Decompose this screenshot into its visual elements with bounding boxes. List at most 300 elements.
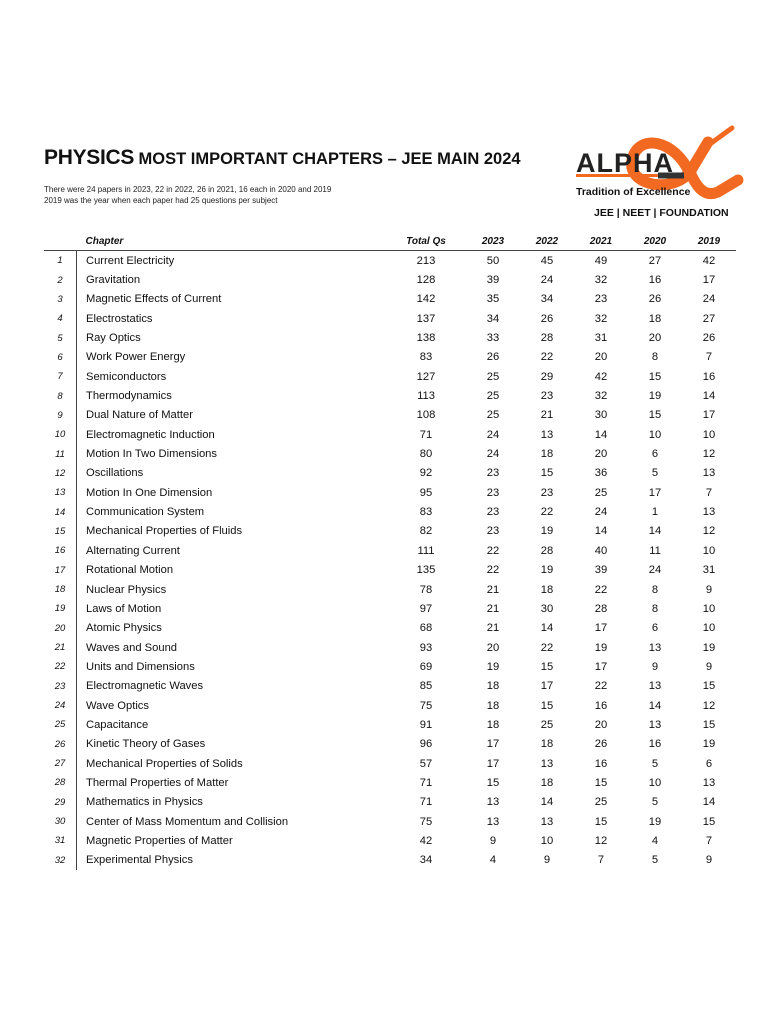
row-index: 26 xyxy=(54,738,66,750)
count-2021: 20 xyxy=(594,448,608,461)
chapter-name: Capacitance xyxy=(77,715,387,734)
table-row xyxy=(44,444,736,463)
row-index: 30 xyxy=(54,816,66,828)
row-index: 27 xyxy=(54,758,66,770)
count-2022: 21 xyxy=(540,409,554,422)
count-2022: 14 xyxy=(540,622,554,635)
total-questions: 82 xyxy=(419,525,433,538)
count-2021: 32 xyxy=(594,390,608,403)
chapter-name: Laws of Motion xyxy=(77,599,387,618)
chapters-table xyxy=(44,232,736,870)
count-2022: 26 xyxy=(540,312,554,325)
total-questions: 111 xyxy=(417,544,435,557)
count-2021: 32 xyxy=(594,312,608,325)
count-2019: 27 xyxy=(702,312,716,325)
total-questions: 213 xyxy=(416,254,436,267)
count-2020: 5 xyxy=(651,796,659,809)
table-row xyxy=(44,831,736,850)
count-2023: 21 xyxy=(486,602,500,615)
count-2023: 25 xyxy=(486,370,500,383)
row-index: 15 xyxy=(54,525,66,537)
count-2020: 20 xyxy=(648,332,662,345)
table-row xyxy=(44,502,736,521)
count-2020: 19 xyxy=(648,390,662,403)
total-questions: 42 xyxy=(419,834,433,847)
count-2019: 12 xyxy=(702,448,716,461)
row-index: 19 xyxy=(54,603,66,615)
count-2019: 14 xyxy=(702,796,716,809)
count-2019: 15 xyxy=(702,718,716,731)
total-questions: 128 xyxy=(416,274,436,287)
total-questions: 71 xyxy=(419,428,433,441)
page-title-main: PHYSICS xyxy=(44,146,135,169)
total-questions: 57 xyxy=(419,757,433,770)
table-row xyxy=(44,541,736,560)
count-2022: 9 xyxy=(543,854,551,867)
table-row xyxy=(44,561,736,580)
row-index: 31 xyxy=(54,835,66,847)
count-2019: 24 xyxy=(702,293,716,306)
count-2023: 25 xyxy=(486,409,500,422)
chapter-name: Oscillations xyxy=(77,464,387,483)
count-2023: 25 xyxy=(486,390,500,403)
chapter-name: Units and Dimensions xyxy=(77,657,387,676)
alpha-logo xyxy=(572,122,752,220)
count-2023: 23 xyxy=(486,525,500,538)
chapter-name: Semiconductors xyxy=(77,367,387,386)
table-row xyxy=(44,290,736,309)
count-2023: 24 xyxy=(486,428,500,441)
row-index: 29 xyxy=(54,796,66,808)
count-2021: 23 xyxy=(594,293,608,306)
count-2020: 10 xyxy=(648,428,662,441)
row-index: 28 xyxy=(54,777,66,789)
row-index: 4 xyxy=(57,313,63,325)
chapter-name: Mechanical Properties of Solids xyxy=(77,754,387,773)
count-2023: 50 xyxy=(486,254,500,267)
count-2020: 24 xyxy=(648,564,662,577)
count-2019: 13 xyxy=(702,776,716,789)
count-2019: 13 xyxy=(702,506,716,519)
count-2020: 9 xyxy=(651,660,659,673)
count-2019: 17 xyxy=(702,409,716,422)
chapter-name: Alternating Current xyxy=(77,541,387,560)
count-2020: 14 xyxy=(648,525,662,538)
count-2021: 49 xyxy=(594,254,608,267)
count-2020: 16 xyxy=(648,738,662,751)
count-2022: 24 xyxy=(540,274,554,287)
count-2023: 13 xyxy=(486,815,500,828)
count-2019: 15 xyxy=(702,815,716,828)
count-2023: 4 xyxy=(489,854,497,867)
table-row xyxy=(44,812,736,831)
chapter-name: Electromagnetic Waves xyxy=(77,677,387,696)
count-2023: 18 xyxy=(486,699,500,712)
row-index: 17 xyxy=(54,564,66,576)
header-note-line1: There were 24 papers in 2023, 22 in 2022, 26 in 2021, 16 each in 2020 and 2019 xyxy=(44,185,332,194)
table-row xyxy=(44,309,736,328)
count-2022: 22 xyxy=(540,641,554,654)
table-row xyxy=(44,270,736,289)
count-2020: 13 xyxy=(648,718,662,731)
row-index: 21 xyxy=(54,642,66,654)
count-2019: 12 xyxy=(702,525,716,538)
header-2020: 2020 xyxy=(628,232,682,251)
chapter-name: Atomic Physics xyxy=(77,619,387,638)
total-questions: 78 xyxy=(419,583,433,596)
count-2019: 10 xyxy=(702,602,716,615)
row-index: 8 xyxy=(57,390,63,402)
count-2023: 20 xyxy=(486,641,500,654)
total-questions: 113 xyxy=(417,390,435,403)
count-2019: 7 xyxy=(705,834,713,847)
total-questions: 108 xyxy=(416,409,436,422)
table-row xyxy=(44,677,736,696)
count-2019: 7 xyxy=(705,486,713,499)
table-row xyxy=(44,657,736,676)
count-2023: 26 xyxy=(486,351,500,364)
table-row xyxy=(44,348,736,367)
row-index: 24 xyxy=(54,700,66,712)
count-2020: 19 xyxy=(648,815,662,828)
count-2020: 14 xyxy=(648,699,662,712)
count-2022: 23 xyxy=(540,390,554,403)
count-2021: 16 xyxy=(594,757,608,770)
count-2021: 40 xyxy=(594,544,608,557)
table-row xyxy=(44,735,736,754)
logo-slogan: Tradition of Excellence xyxy=(576,186,691,198)
logo-wordmark: ALPHA xyxy=(576,148,674,178)
count-2021: 20 xyxy=(594,351,608,364)
table-row xyxy=(44,754,736,773)
count-2022: 23 xyxy=(540,486,554,499)
count-2023: 34 xyxy=(486,312,500,325)
row-index: 9 xyxy=(57,409,63,421)
count-2021: 20 xyxy=(594,718,608,731)
count-2019: 6 xyxy=(705,757,713,770)
count-2022: 28 xyxy=(540,544,554,557)
count-2022: 30 xyxy=(540,602,554,615)
chapter-name: Thermodynamics xyxy=(77,386,387,405)
count-2023: 23 xyxy=(486,486,500,499)
total-questions: 127 xyxy=(416,370,436,383)
chapter-name: Kinetic Theory of Gases xyxy=(77,735,387,754)
count-2020: 10 xyxy=(648,776,662,789)
count-2020: 13 xyxy=(648,680,662,693)
total-questions: 137 xyxy=(416,312,436,325)
count-2021: 22 xyxy=(594,583,608,596)
count-2022: 14 xyxy=(540,796,554,809)
header-total: Total Qs xyxy=(386,232,466,251)
count-2022: 13 xyxy=(540,757,554,770)
count-2023: 13 xyxy=(486,796,500,809)
count-2019: 31 xyxy=(702,564,716,577)
count-2021: 15 xyxy=(594,776,608,789)
count-2023: 22 xyxy=(486,564,500,577)
count-2019: 19 xyxy=(702,738,716,751)
total-questions: 85 xyxy=(419,680,433,693)
count-2019: 17 xyxy=(702,274,716,287)
header-2023: 2023 xyxy=(466,232,520,251)
table-row xyxy=(44,638,736,657)
total-questions: 96 xyxy=(419,738,433,751)
row-index: 3 xyxy=(57,293,63,305)
count-2023: 17 xyxy=(486,738,500,751)
total-questions: 95 xyxy=(419,486,433,499)
count-2020: 27 xyxy=(648,254,662,267)
count-2022: 29 xyxy=(540,370,554,383)
count-2019: 19 xyxy=(702,641,716,654)
count-2022: 22 xyxy=(540,506,554,519)
count-2022: 13 xyxy=(540,428,554,441)
table-body xyxy=(44,251,736,871)
count-2023: 18 xyxy=(486,718,500,731)
total-questions: 68 xyxy=(419,622,433,635)
chapter-name: Magnetic Effects of Current xyxy=(77,290,387,309)
count-2023: 22 xyxy=(486,544,500,557)
chapter-name: Magnetic Properties of Matter xyxy=(77,831,387,850)
chapter-name: Waves and Sound xyxy=(77,638,387,657)
count-2021: 19 xyxy=(594,641,608,654)
chapter-name: Electrostatics xyxy=(77,309,387,328)
total-questions: 80 xyxy=(419,448,433,461)
header-2021: 2021 xyxy=(574,232,628,251)
page-title-rest: MOST IMPORTANT CHAPTERS – JEE MAIN 2024 xyxy=(138,150,521,168)
count-2019: 9 xyxy=(705,854,713,867)
count-2020: 5 xyxy=(651,757,659,770)
count-2022: 19 xyxy=(540,525,554,538)
count-2022: 19 xyxy=(540,564,554,577)
table-row xyxy=(44,580,736,599)
table-row xyxy=(44,851,736,870)
count-2020: 26 xyxy=(648,293,662,306)
row-index: 6 xyxy=(57,351,63,363)
count-2019: 12 xyxy=(702,699,716,712)
count-2022: 25 xyxy=(540,718,554,731)
count-2021: 31 xyxy=(594,332,608,345)
count-2020: 13 xyxy=(648,641,662,654)
chapter-name: Experimental Physics xyxy=(77,851,387,870)
count-2019: 16 xyxy=(702,370,716,383)
count-2021: 39 xyxy=(594,564,608,577)
chapter-name: Dual Nature of Matter xyxy=(77,406,387,425)
count-2023: 9 xyxy=(489,834,497,847)
table-row xyxy=(44,386,736,405)
table-row xyxy=(44,425,736,444)
chapter-name: Work Power Energy xyxy=(77,348,387,367)
count-2021: 30 xyxy=(594,409,608,422)
row-index: 2 xyxy=(57,274,63,286)
header-note xyxy=(44,184,331,206)
chapter-name: Motion In One Dimension xyxy=(77,483,387,502)
count-2021: 17 xyxy=(594,622,608,635)
count-2023: 19 xyxy=(486,660,500,673)
row-index: 5 xyxy=(57,332,63,344)
count-2021: 16 xyxy=(594,699,608,712)
count-2022: 18 xyxy=(540,448,554,461)
table-row xyxy=(44,715,736,734)
header-chapter: Chapter xyxy=(77,232,387,251)
count-2021: 25 xyxy=(594,486,608,499)
count-2021: 26 xyxy=(594,738,608,751)
row-index: 11 xyxy=(55,448,65,460)
count-2023: 23 xyxy=(486,467,500,480)
total-questions: 34 xyxy=(419,854,433,867)
count-2019: 9 xyxy=(705,583,713,596)
count-2021: 42 xyxy=(594,370,608,383)
count-2020: 18 xyxy=(648,312,662,325)
count-2023: 23 xyxy=(486,506,500,519)
chapter-name: Mechanical Properties of Fluids xyxy=(77,522,387,541)
chapter-name: Wave Optics xyxy=(77,696,387,715)
count-2022: 17 xyxy=(540,680,554,693)
table-row xyxy=(44,793,736,812)
count-2020: 15 xyxy=(648,370,662,383)
count-2019: 26 xyxy=(702,332,716,345)
count-2021: 17 xyxy=(594,660,608,673)
chapter-name: Ray Optics xyxy=(77,328,387,347)
count-2019: 13 xyxy=(702,467,716,480)
count-2020: 17 xyxy=(648,486,662,499)
row-index: 13 xyxy=(54,487,66,499)
table-row xyxy=(44,406,736,425)
total-questions: 69 xyxy=(419,660,433,673)
count-2021: 12 xyxy=(594,834,608,847)
table-header-row xyxy=(44,232,736,251)
total-questions: 75 xyxy=(419,815,433,828)
count-2021: 36 xyxy=(594,467,608,480)
count-2023: 33 xyxy=(486,332,500,345)
count-2023: 18 xyxy=(486,680,500,693)
count-2021: 7 xyxy=(597,854,605,867)
count-2022: 18 xyxy=(540,738,554,751)
table-row xyxy=(44,619,736,638)
count-2022: 28 xyxy=(540,332,554,345)
count-2023: 39 xyxy=(486,274,500,287)
total-questions: 93 xyxy=(419,641,433,654)
count-2021: 14 xyxy=(594,428,608,441)
table-row xyxy=(44,483,736,502)
count-2020: 5 xyxy=(651,467,659,480)
row-index: 22 xyxy=(54,661,66,673)
count-2020: 4 xyxy=(651,834,659,847)
count-2022: 15 xyxy=(540,699,554,712)
count-2020: 16 xyxy=(648,274,662,287)
chapter-name: Mathematics in Physics xyxy=(77,793,387,812)
count-2019: 15 xyxy=(702,680,716,693)
row-index: 18 xyxy=(54,584,66,596)
row-index: 23 xyxy=(54,680,66,692)
count-2020: 8 xyxy=(651,351,659,364)
header-2022: 2022 xyxy=(520,232,574,251)
total-questions: 83 xyxy=(419,506,433,519)
total-questions: 71 xyxy=(419,776,433,789)
count-2022: 34 xyxy=(540,293,554,306)
row-index: 12 xyxy=(54,467,66,479)
count-2021: 25 xyxy=(594,796,608,809)
total-questions: 142 xyxy=(416,293,436,306)
row-index: 1 xyxy=(57,255,63,267)
table-row xyxy=(44,464,736,483)
row-index: 25 xyxy=(54,719,66,731)
chapter-name: Gravitation xyxy=(77,270,387,289)
count-2022: 18 xyxy=(540,776,554,789)
count-2022: 18 xyxy=(540,583,554,596)
count-2022: 45 xyxy=(540,254,554,267)
total-questions: 135 xyxy=(416,564,436,577)
row-index: 10 xyxy=(54,429,66,441)
row-index: 14 xyxy=(54,506,66,518)
header-note-line2: 2019 was the year when each paper had 25 questions per subject xyxy=(44,196,278,205)
count-2021: 14 xyxy=(594,525,608,538)
count-2020: 5 xyxy=(651,854,659,867)
count-2019: 10 xyxy=(702,622,716,635)
row-index: 20 xyxy=(54,622,66,634)
chapter-name: Current Electricity xyxy=(77,251,387,271)
count-2020: 8 xyxy=(651,602,659,615)
count-2020: 15 xyxy=(648,409,662,422)
header-2019: 2019 xyxy=(682,232,736,251)
chapter-name: Communication System xyxy=(77,502,387,521)
total-questions: 83 xyxy=(419,351,433,364)
total-questions: 138 xyxy=(416,332,436,345)
count-2020: 1 xyxy=(651,506,659,519)
count-2019: 10 xyxy=(702,428,716,441)
count-2020: 6 xyxy=(651,448,659,461)
count-2023: 21 xyxy=(486,622,500,635)
total-questions: 97 xyxy=(419,602,433,615)
header-index xyxy=(44,232,77,251)
count-2023: 35 xyxy=(486,293,500,306)
count-2023: 24 xyxy=(486,448,500,461)
count-2019: 14 xyxy=(702,390,716,403)
table-row xyxy=(44,251,736,271)
count-2022: 13 xyxy=(540,815,554,828)
count-2021: 15 xyxy=(594,815,608,828)
logo-tagline: JEE | NEET | FOUNDATION xyxy=(594,207,729,219)
table-row xyxy=(44,367,736,386)
table-row xyxy=(44,599,736,618)
count-2019: 9 xyxy=(705,660,713,673)
chapter-name: Thermal Properties of Matter xyxy=(77,773,387,792)
row-index: 32 xyxy=(54,854,66,866)
total-questions: 92 xyxy=(419,467,433,480)
table-row xyxy=(44,328,736,347)
row-index: 16 xyxy=(54,545,66,557)
count-2023: 15 xyxy=(486,776,500,789)
count-2020: 11 xyxy=(649,544,661,557)
count-2020: 8 xyxy=(651,583,659,596)
table-row xyxy=(44,696,736,715)
total-questions: 71 xyxy=(419,796,433,809)
count-2022: 22 xyxy=(540,351,554,364)
total-questions: 91 xyxy=(419,718,433,731)
table-row xyxy=(44,773,736,792)
chapter-name: Center of Mass Momentum and Collision xyxy=(77,812,387,831)
table-row xyxy=(44,522,736,541)
count-2023: 17 xyxy=(486,757,500,770)
count-2022: 15 xyxy=(540,660,554,673)
chapter-name: Rotational Motion xyxy=(77,561,387,580)
count-2021: 22 xyxy=(594,680,608,693)
count-2021: 32 xyxy=(594,274,608,287)
row-index: 7 xyxy=(57,371,63,383)
count-2019: 10 xyxy=(702,544,716,557)
chapter-name: Motion In Two Dimensions xyxy=(77,444,387,463)
count-2021: 24 xyxy=(594,506,608,519)
chapter-name: Electromagnetic Induction xyxy=(77,425,387,444)
count-2023: 21 xyxy=(486,583,500,596)
